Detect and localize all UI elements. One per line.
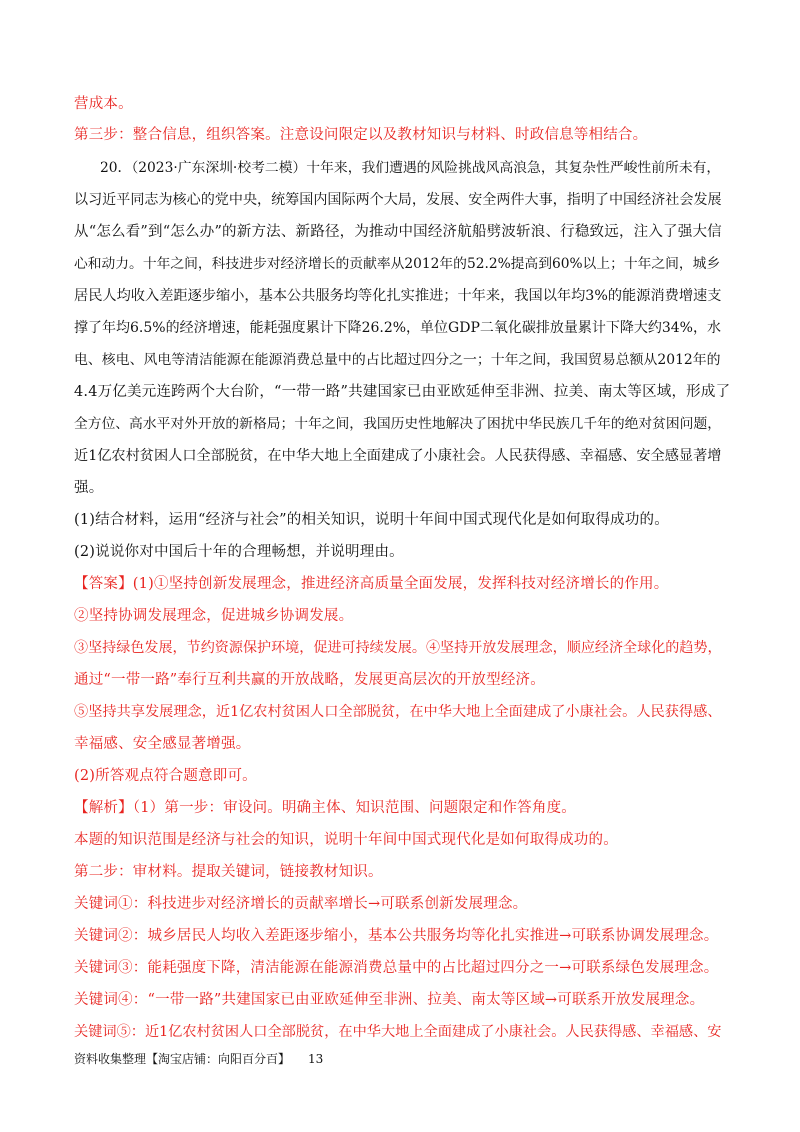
text-line: 心和动力。十年之间，科技进步对经济增长的贡献率从2012年的52.2%提高到60%以上；十年之间，城乡 [74, 256, 721, 272]
text-line: ⑤坚持共享发展理念，近1亿农村贫困人口全部脱贫，在中华大地上全面建成了小康社会。人民获得感、 [74, 704, 722, 720]
text-line: 居民人均收入差距逐步缩小，基本公共服务均等化扎实推进；十年来，我国以年均3%的能源消费增速支 [74, 288, 722, 304]
text-line: 电、核电、风电等清洁能源在能源消费总量中的占比超过四分之一；十年之间，我国贸易总额从2012年的 [74, 352, 721, 368]
text-line: 通过“一带一路”奉行互利共赢的开放战略，发展更高层次的开放型经济。 [74, 672, 545, 688]
keyword-line: 关键词②：城乡居民人均收入差距逐步缩小，基本公共服务均等化扎实推进→可联系协调发展理念。 [74, 928, 719, 944]
text-line: ②坚持协调发展理念，促进城乡协调发展。 [74, 608, 354, 624]
text-line: ③坚持绿色发展，节约资源保护环境，促进可持续发展。④坚持开放发展理念，顺应经济全球化的趋势， [74, 640, 722, 656]
text-line: 全方位、高水平对外开放的新格局；十年之间，我国历史性地解决了困扰中华民族几千年的绝对贫困问题， [74, 416, 721, 432]
keyword-line: 关键词④：“一带一路”共建国家已由亚欧延伸至非洲、拉美、南太等区域→可联系开放发展理念。 [74, 992, 705, 1008]
text-line: 强。 [74, 480, 104, 496]
text-line: 第三步：整合信息，组织答案。注意设问限定以及教材知识与材料、时政信息等相结合。 [74, 127, 648, 143]
keyword-line: 关键词⑤：近1亿农村贫困人口全部脱贫，在中华大地上全面建成了小康社会。人民获得感、幸福感、安 [74, 1024, 722, 1040]
analysis-heading: 【解析】（1）第一步：审设问。明确主体、知识范围、问题限定和作答角度。 [74, 800, 576, 816]
text-line: (2)所答观点符合题意即可。 [74, 768, 257, 784]
text-line: 幸福感、安全感显著增强。 [74, 736, 251, 752]
text-line: 4.4万亿美元连跨两个大台阶，“一带一路”共建国家已由亚欧延伸至非洲、拉美、南太等区域，形成了 [74, 384, 731, 400]
page-footer [74, 1050, 323, 1068]
sub-question-2: (2)说说你对中国后十年的合理畅想，并说明理由。 [74, 544, 404, 560]
sub-question-1: (1)结合材料，运用“经济与社会”的相关知识，说明十年间中国式现代化是如何取得成功的。 [74, 512, 669, 528]
question-title: 20．（2023·广东深圳·校考二模）十年来，我们遭遇的风险挑战风高浪急，其复杂性严峻性前所未有， [100, 160, 721, 176]
text-line: 近1亿农村贫困人口全部脱贫，在中华大地上全面建成了小康社会。人民获得感、幸福感、安全感显著增 [74, 448, 722, 464]
text-line: 营成本。 [74, 96, 133, 112]
footer-source: 资料收集整理【淘宝店铺：向阳百分百】 [74, 1052, 291, 1066]
text-line: 以习近平同志为核心的党中央，统筹国内国际两个大局，发展、安全两件大事，指明了中国经济社会发展 [74, 192, 722, 208]
text-line: 本题的知识范围是经济与社会的知识，说明十年间中国式现代化是如何取得成功的。 [74, 832, 618, 848]
text-line: 从“怎么看”到“怎么办”的新方法、新路径，为推动中国经济航船劈波斩浪、行稳致远，注入了强大信 [74, 224, 722, 240]
keyword-line: 关键词③：能耗强度下降，清洁能源在能源消费总量中的占比超过四分之一→可联系绿色发展理念。 [74, 960, 719, 976]
text-line: 第二步：审材料。提取关键词，链接教材知识。 [74, 864, 383, 880]
keyword-line: 关键词①：科技进步对经济增长的贡献率增长→可联系创新发展理念。 [74, 896, 528, 912]
text-line: 撑了年均6.5%的经济增速，能耗强度累计下降26.2%，单位GDP二氧化碳排放量累计下降大约34%，水 [74, 320, 721, 336]
answer-heading: 【答案】(1)①坚持创新发展理念，推进经济高质量全面发展，发挥科技对经济增长的作用。 [74, 576, 669, 592]
page-number: 13 [308, 1052, 324, 1066]
